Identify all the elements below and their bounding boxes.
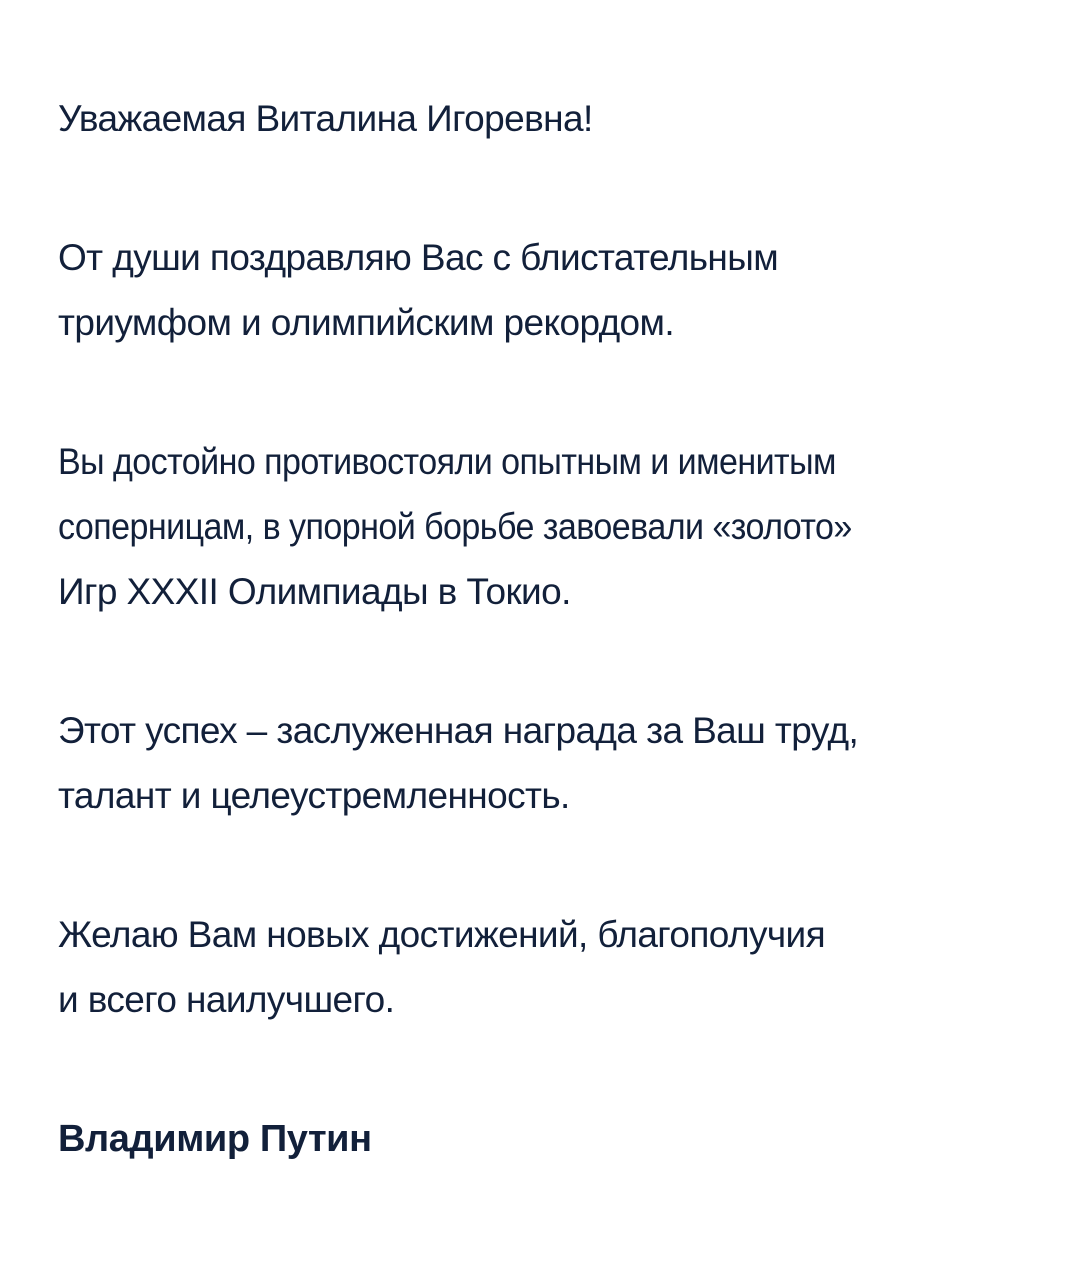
paragraph-4-line-2: и всего наилучшего. xyxy=(58,979,395,1020)
paragraph-1-line-2: триумфом и олимпийским рекордом. xyxy=(58,302,675,343)
paragraph-3-line-1: Этот успех – заслуженная награда за Ваш труд, xyxy=(58,710,859,751)
paragraph-2-line-1: Вы достойно противостояли опытным и именитым xyxy=(58,441,836,482)
paragraph-4-line-1: Желаю Вам новых достижений, благополучия xyxy=(58,914,826,955)
salutation: Уважаемая Виталина Игоревна! xyxy=(58,98,593,139)
paragraph-2-line-2: соперницам, в упорной борьбе завоевали «золото» xyxy=(58,506,852,547)
paragraph-1-line-1: От души поздравляю Вас с блистательным xyxy=(58,237,779,278)
signature: Владимир Путин xyxy=(58,1118,372,1160)
paragraph-3-line-2: талант и целеустремленность. xyxy=(58,775,570,816)
paragraph-2-line-3: Игр XXXII Олимпиады в Токио. xyxy=(58,571,571,612)
